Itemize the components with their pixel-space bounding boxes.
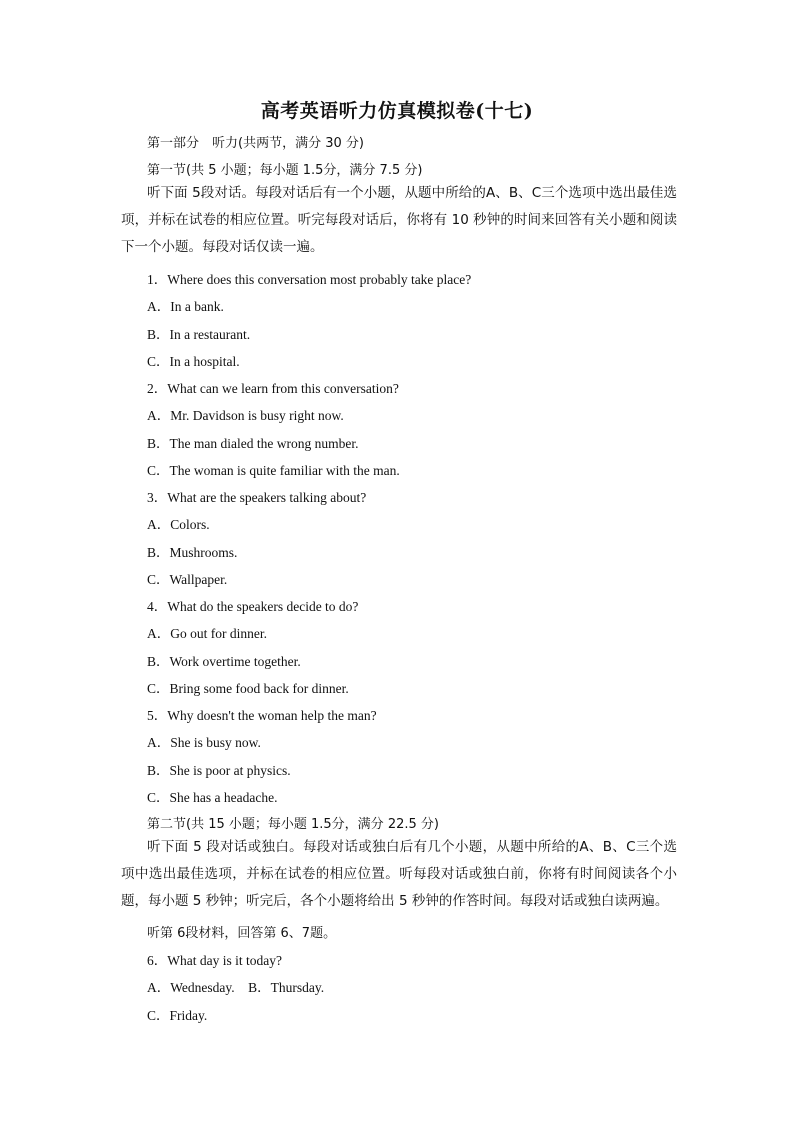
question-6-stem: 6．What day is it today? xyxy=(147,953,282,968)
question-5-option-a: A．She is busy now. xyxy=(147,735,261,750)
question-4-option-c: C．Bring some food back for dinner. xyxy=(147,681,349,696)
section2-instructions: 听下面 5 段对话或独白。每段对话或独白后有几个小题，从题中所给的A、B、C三个选项中选出最佳选项，并标在试卷的相应位置。听每段对话或独白前，你将有时间阅读各个小题，每小题 5 秒钟；听完后，各个小题将给出 5 秒钟的作答时间。每段对话或独白读两遍。 xyxy=(121,839,677,909)
material-6-instruction: 听第 6段材料，回答第 6、7题。 xyxy=(147,926,337,941)
question-3-option-a: A．Colors. xyxy=(147,517,210,532)
section1-instructions: 听下面 5段对话。每段对话后有一个小题，从题中所给的A、B、C三个选项中选出最佳选项，并标在试卷的相应位置。听完每段对话后，你将有 10 秒钟的时间来回答有关小题和阅读下一个小题。每段对话仅读一遍。 xyxy=(121,185,677,255)
question-5-option-b: B．She is poor at physics. xyxy=(147,763,291,778)
part1-heading: 第一部分 听力(共两节，满分 30 分) xyxy=(147,136,364,151)
question-3-stem: 3．What are the speakers talking about? xyxy=(147,490,367,505)
question-1-option-a: A．In a bank. xyxy=(147,299,224,314)
question-4-stem: 4．What do the speakers decide to do? xyxy=(147,599,359,614)
question-2-option-c: C．The woman is quite familiar with the man. xyxy=(147,463,400,478)
section2-heading: 第二节(共 15 小题；每小题 1.5分，满分 22.5 分) xyxy=(147,817,439,832)
question-2-stem: 2．What can we learn from this conversation? xyxy=(147,381,399,396)
question-3-option-c: C．Wallpaper. xyxy=(147,572,228,587)
question-1-option-b: B．In a restaurant. xyxy=(147,327,251,342)
question-4-option-a: A．Go out for dinner. xyxy=(147,626,267,641)
question-1-option-c: C．In a hospital. xyxy=(147,354,240,369)
question-1-stem: 1．Where does this conversation most probably take place? xyxy=(147,272,472,287)
question-6-option-c: C．Friday. xyxy=(147,1008,208,1023)
question-2-option-a: A．Mr. Davidson is busy right now. xyxy=(147,408,344,423)
question-5-stem: 5．Why doesn't the woman help the man? xyxy=(147,708,377,723)
page-title: 高考英语听力仿真模拟卷(十七) xyxy=(260,100,534,122)
question-4-option-b: B．Work overtime together. xyxy=(147,654,301,669)
question-5-option-c: C．She has a headache. xyxy=(147,790,278,805)
section1-heading: 第一节(共 5 小题；每小题 1.5分，满分 7.5 分) xyxy=(147,163,423,178)
question-3-option-b: B．Mushrooms. xyxy=(147,545,238,560)
question-2-option-b: B．The man dialed the wrong number. xyxy=(147,436,359,451)
question-6-options-ab: A．Wednesday. B．Thursday. xyxy=(147,980,325,995)
